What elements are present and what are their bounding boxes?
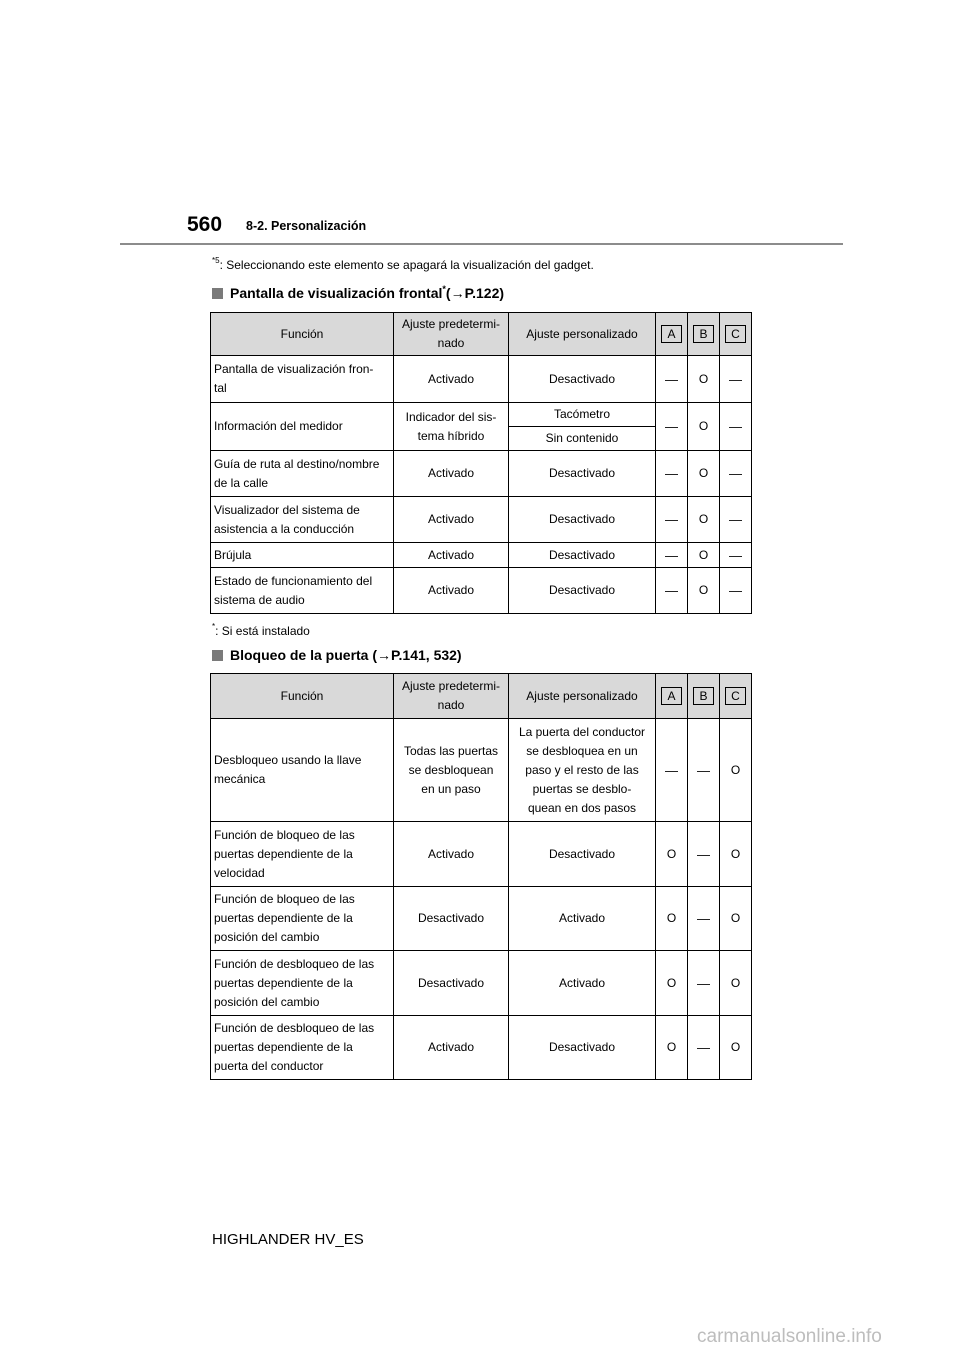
table-row: Desbloqueo usando la llave mecánica Todas las puertas se desbloquean en un paso La puerta del conductor se desbloquea en un paso y el resto de las puertas se desblo- quean en dos pasos — — O <box>211 719 752 822</box>
footer-model: HIGHLANDER HV_ES <box>212 1231 364 1248</box>
table-row: Brújula Activado Desactivado — O — <box>211 543 752 568</box>
section1-heading: Pantalla de visualización frontal*(→P.122) <box>212 284 504 301</box>
section2-heading: Bloqueo de la puerta (→P.141, 532) <box>212 647 462 663</box>
table-head-up-display <box>210 312 752 614</box>
col-header-funcion: Función <box>211 674 394 719</box>
col-header-custom: Ajuste personalizado <box>509 674 656 719</box>
table-row: Pantalla de visualización fron- tal Activado Desactivado — O — <box>211 356 752 403</box>
col-header-c: C <box>720 313 752 356</box>
table-row: Función de bloqueo de las puertas dependiente de la velocidad Activado Desactivado O — O <box>211 822 752 887</box>
col-header-b: B <box>688 674 720 719</box>
col-header-custom: Ajuste personalizado <box>509 313 656 356</box>
table-row: Guía de ruta al destino/nombre de la calle Activado Desactivado — O — <box>211 451 752 497</box>
col-header-default: Ajuste predetermi- nado <box>394 313 509 356</box>
section-title: 8-2. Personalización <box>246 219 367 233</box>
table-row: Visualizador del sistema de asistencia a la conducción Activado Desactivado — O — <box>211 497 752 543</box>
table-row: Función de desbloqueo de las puertas dependiente de la puerta del conductor Activado Desactivado O — O <box>211 1016 752 1080</box>
watermark: carmanualsonline.info <box>697 1326 882 1347</box>
square-bullet-icon <box>212 650 223 661</box>
table-subrow: Sin contenido <box>211 427 752 451</box>
col-header-c: C <box>720 674 752 719</box>
footnote-asterisk: *: Si está instalado <box>212 622 310 638</box>
col-header-a: A <box>656 674 688 719</box>
page-number: 560 <box>187 213 223 236</box>
table-row: Estado de funcionamiento del sistema de audio Activado Desactivado — O — <box>211 568 752 614</box>
table-row: Información del medidor Indicador del sis- tema híbrido Tacómetro — O — <box>211 403 752 427</box>
col-header-funcion: Función <box>211 313 394 356</box>
square-bullet-icon <box>212 288 223 299</box>
col-header-default: Ajuste predetermi- nado <box>394 674 509 719</box>
footnote-5: $^{*5}$: Seleccionando este elemento se apagará la visualización del gadget. <box>212 256 594 272</box>
col-header-a: A <box>656 313 688 356</box>
table-row: Función de bloqueo de las puertas dependiente de la posición del cambio Desactivado Activado O — O <box>211 887 752 951</box>
header-rule <box>120 243 843 245</box>
table-row: Función de desbloqueo de las puertas dependiente de la posición del cambio Desactivado Activado O — O <box>211 951 752 1016</box>
table-door-lock <box>210 673 752 1080</box>
col-header-b: B <box>688 313 720 356</box>
